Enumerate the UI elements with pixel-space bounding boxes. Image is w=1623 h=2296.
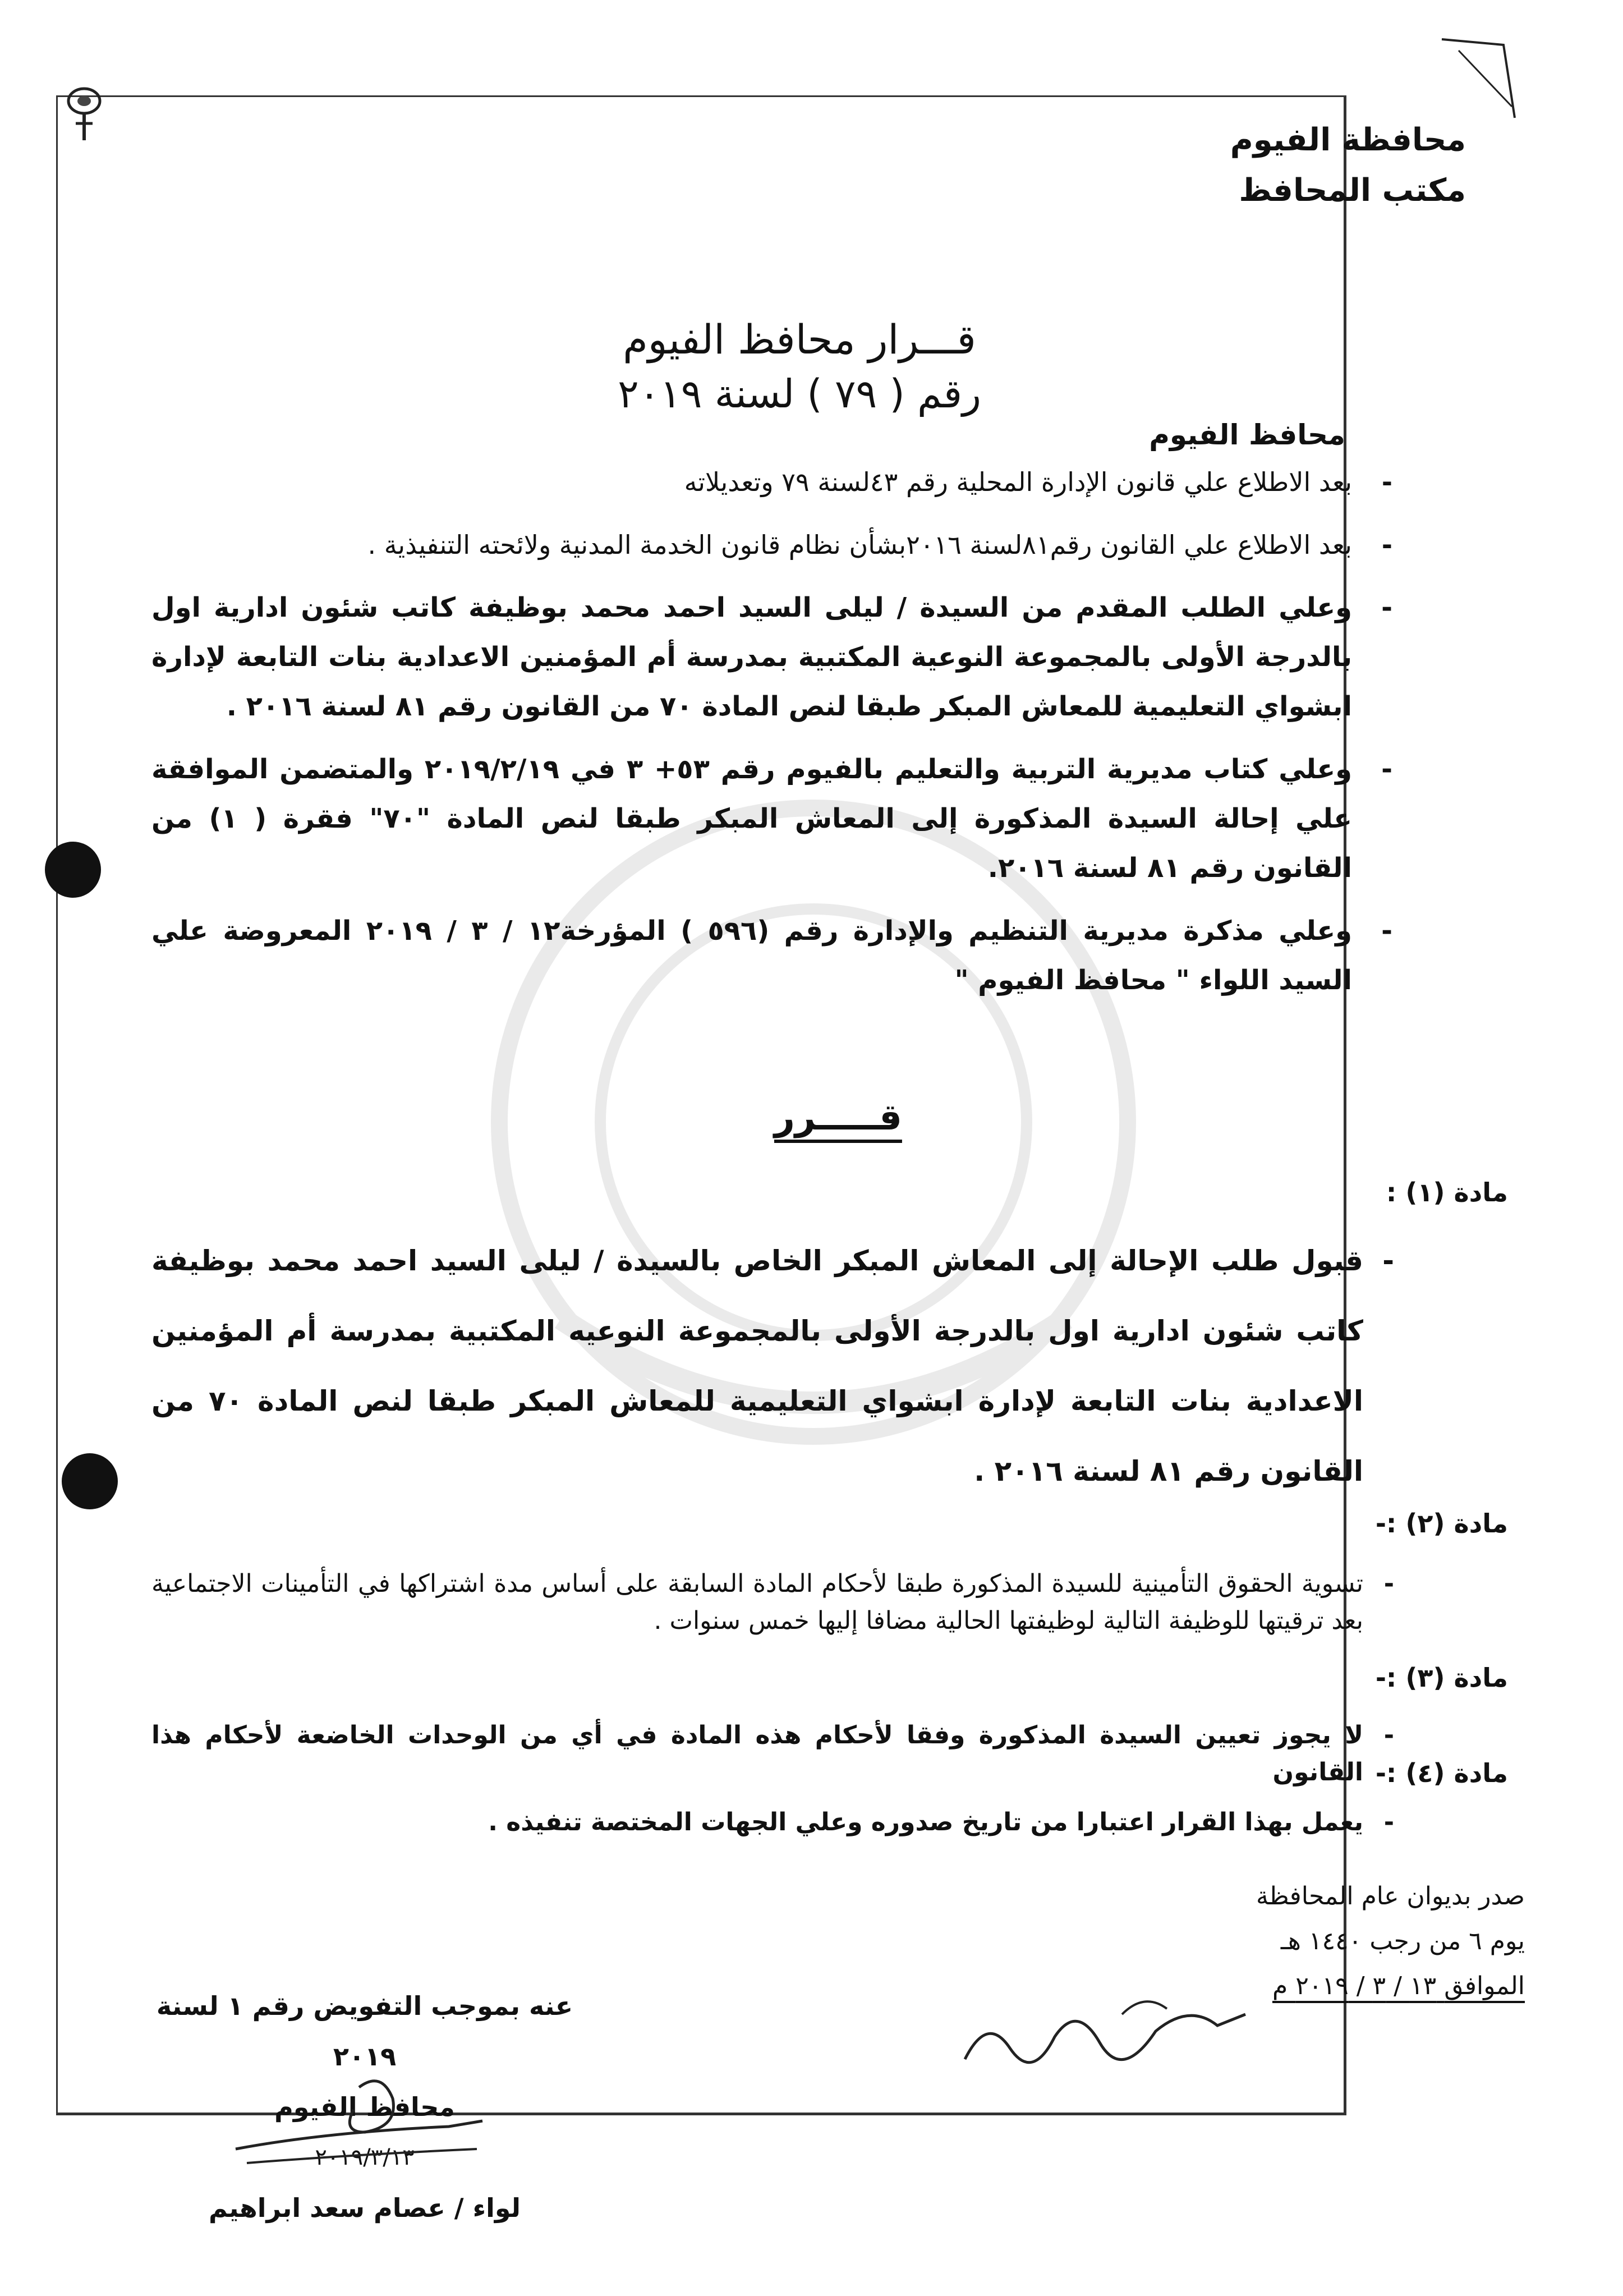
article-body: - يعمل بهذا القرار اعتبارا من تاريخ صدوره وعلي الجهات المختصة تنفيذه . — [488, 1808, 1394, 1836]
folded-corner-icon — [1436, 34, 1520, 123]
issued-block — [1256, 1874, 1525, 2009]
article-text: يعمل بهذا القرار اعتبارا من تاريخ صدوره وعلي الجهات المختصة تنفيذه . — [488, 1808, 1363, 1836]
issued-hijri-date: يوم ٦ من رجب ١٤٤٠ هـ — [1280, 1927, 1525, 1955]
preamble-item: - بعد الاطلاع علي قانون الإدارة المحلية رقم ٤٣لسنة ٧٩ وتعديلاته — [151, 457, 1397, 507]
governorate-name: محافظة الفيوم — [1230, 122, 1466, 158]
preamble-item: - وعلي مذكرة مديرية التنظيم والإدارة رقم (٥٩٦ ) المؤرخة١٢ / ٣ / ٢٠١٩ المعروضة علي السيد اللواء " محافظ الفيوم " — [151, 906, 1397, 1005]
decree-number — [505, 368, 1094, 421]
decree-title — [505, 311, 1094, 421]
article-heading: مادة (٤) :- — [1375, 1758, 1508, 1788]
handwritten-initials-icon — [954, 1981, 1257, 2082]
office-name: مكتب المحافظ — [1239, 172, 1466, 209]
signature-icon — [213, 2065, 505, 2177]
decree-title-main: قـــرار محافظ الفيوم — [623, 316, 976, 363]
preamble-item: - بعد الاطلاع علي القانون رقم٨١لسنة ٢٠١٦بشأن نظام قانون الخدمة المدنية ولائحته التنفيذية . — [151, 520, 1397, 570]
article-text: تسوية الحقوق التأمينية للسيدة المذكورة طبقا لأحكام المادة السابقة على أساس مدة اشتراكها في التأمينات الاجتماعية بعد ترقيتها للوظيفة التالية لوظيفتها الحالية مضافا إليها خمس سنوات . — [151, 1569, 1363, 1635]
article-text: قبول طلب الإحالة إلى المعاش المبكر الخاص بالسيدة / ليلى السيد احمد محمد بوظيفة كاتب شئون ادارية اول بالدرجة الأولى بالمجموعة النوعيه المكتبية بمدرسة أم المؤمنين الاعدادية بنات التابعة لإدارة ابشواي التعليمية للمعاش المبكر طبقا لنص المادة ٧٠ من القانون رقم ٨١ لسنة ٢٠١٦ . — [151, 1245, 1363, 1487]
decree-number-value: ٧٩ — [835, 371, 877, 417]
issued-place: صدر بديوان عام المحافظة — [1256, 1882, 1525, 1911]
signature-date: ٢٠١٩/٣/١٣ — [315, 2145, 415, 2170]
punch-hole — [45, 842, 101, 898]
decree-number-suffix: ) لسنة ٢٠١٩ — [618, 371, 822, 417]
preamble-item: - وعلي كتاب مديرية التربية والتعليم بالفيوم رقم ٥٣+ ٣ في ٢٠١٩/٢/١٩ والمتضمن الموافقة علي إحالة السيدة المذكورة إلى المعاش المبكر طبقا لنص المادة "٧٠" فقرة ( ١) من القانون رقم ٨١ لسنة ٢٠١٦. — [151, 745, 1397, 893]
signatory-name: لواء / عصام سعد ابراهيم — [209, 2193, 521, 2223]
article-heading: مادة (٣) :- — [1375, 1663, 1508, 1693]
signature-title: محافظ الفيوم — [274, 2092, 455, 2122]
pushpin-icon — [62, 84, 107, 146]
punch-hole — [62, 1453, 118, 1509]
preamble-item: - وعلي الطلب المقدم من السيدة / ليلى السيد احمد محمد بوظيفة كاتب شئون ادارية اول بالدرجة الأولى بالمجموعة النوعية المكتبية بمدرسة أم المؤمنين الاعدادية بنات التابعة لإدارة ابشواي التعليمية للمعاش المبكر طبقا لنص المادة ٧٠ من القانون رقم ٨١ لسنة ٢٠١٦ . — [151, 583, 1397, 731]
signature-delegation: عنه بموجب التفويض رقم ١ لسنة ٢٠١٩ — [156, 1991, 573, 2072]
issued-gregorian-date: الموافق ١٣ / ٣ / ٢٠١٩ م — [1272, 1972, 1525, 2000]
article-body: - تسوية الحقوق التأمينية للسيدة المذكورة طبقا لأحكام المادة السابقة على أساس مدة اشتراكها في التأمينات الاجتماعية بعد ترقيتها للوظيفة التالية لوظيفتها الحالية مضافا إليها خمس سنوات . — [151, 1569, 1394, 1635]
article-heading: مادة (٢) :- — [1375, 1508, 1508, 1539]
article-body: - لا يجوز تعيين السيدة المذكورة وفقا لأحكام هذه المادة في أي من الوحدات الخاضعة لأحكام هذا القانون — [151, 1721, 1394, 1787]
article-body: - قبول طلب الإحالة إلى المعاش المبكر الخاص بالسيدة / ليلى السيد احمد محمد بوظيفة كاتب شئون ادارية اول بالدرجة الأولى بالمجموعة النوعيه المكتبية بمدرسة أم المؤمنين الاعدادية بنات التابعة لإدارة ابشواي التعليمية للمعاش المبكر طبقا لنص المادة ٧٠ من القانون رقم ٨١ لسنة ٢٠١٦ . — [151, 1245, 1394, 1487]
article-heading: مادة (١) : — [1386, 1177, 1508, 1207]
governor-label: محافظ الفيوم — [1149, 419, 1345, 451]
decision-heading: قـــــرر — [774, 1097, 902, 1138]
decree-number-prefix: رقم ( — [889, 371, 981, 417]
preamble — [151, 457, 1397, 1018]
article-text: لا يجوز تعيين السيدة المذكورة وفقا لأحكام هذه المادة في أي من الوحدات الخاضعة لأحكام هذا القانون — [151, 1721, 1363, 1787]
issuer-header — [1230, 115, 1466, 216]
